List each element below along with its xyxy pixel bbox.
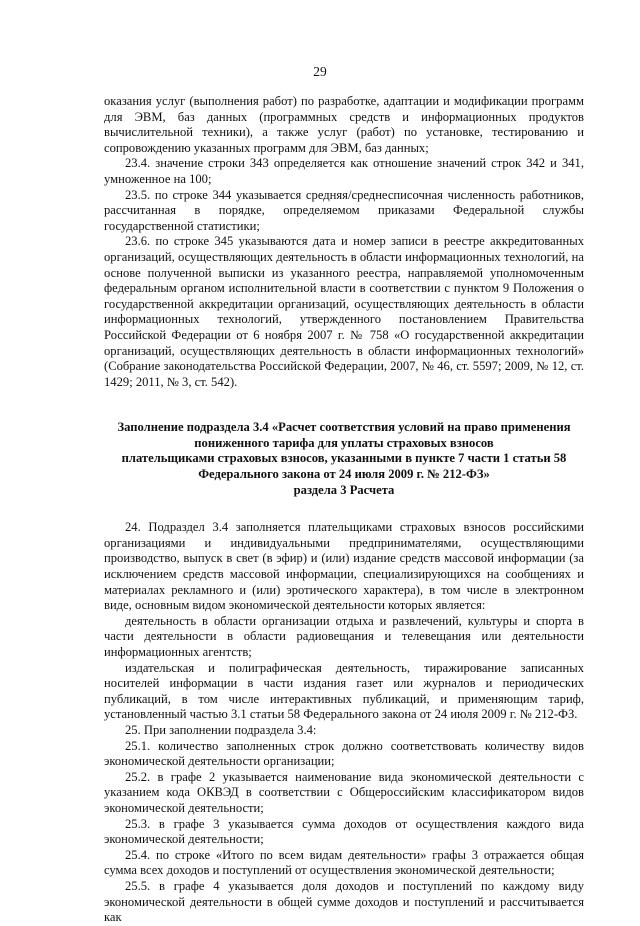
document-body [104,94,584,926]
page-number: 29 [313,64,327,79]
paragraph-25-2: 25.2. в графе 2 указывается наименование вида экономической деятельности с указанием кода ОКВЭД в соответствии с Общероссийским классификатором видов экономической деятельности; [104,769,584,815]
paragraph-continuation: оказания услуг (выполнения работ) по разработке, адаптации и модификации программ для ЭВМ, баз данных (программных средств и информационных продуктов вычислительной техники), а также услуг (работ) по установке, тестированию и сопровождению указанных программ для ЭВМ, баз данных; [104,94,584,155]
paragraph-23-6: 23.6. по строке 345 указываются дата и номер записи в реестре аккредитованных организаций, осуществляющих деятельность в области информационных технологий, на основе полученной выписки из указанного реестра, направляемой уполномоченным федеральным органом исполнительной власти в соответствии с пунктом 9 Положения о государственной аккредитации организаций, осуществляющих деятельность в области информационных технологий, утвержденного постановлением Правительства Российской Федерации от 6 ноября 2007 г. № 758 «О государственной аккредитации организаций, осуществляющих деятельность в области информационных технологий» (Собрание законодательства Российской Федерации, 2007, № 46, ст. 5597; 2009, № 12, ст. 1429; 2011, № 3, ст. 542). [104,234,584,389]
paragraph-23-5: 23.5. по строке 344 указывается средняя/среднесписочная численность работников, рассчитанная в порядке, определяемом приказами Федеральной службы государственной статистики; [104,187,584,233]
paragraph-25-3: 25.3. в графе 3 указывается сумма доходов от осуществления каждого вида экономической деятельности; [104,816,584,847]
heading-line: плательщиками страховых взносов, указанными в пункте 7 части 1 статьи 58 [121,451,567,466]
paragraph-24-item-1: деятельность в области организации отдыха и развлечений, культуры и спорта в части деятельности в области радиовещания и телевещания или деятельности информационных агентств; [104,613,584,659]
paragraph-24: 24. Подраздел 3.4 заполняется плательщиками страховых взносов российскими организациями и индивидуальными предпринимателями, осуществляющими производство, выпуск в свет (в эфир) и (или) издание средств массовой информации (за исключением средств массовой информации, специализирующихся на сообщениях и материалах рекламного и (или) эротического характера), в том числе в электронном виде, основным видом экономической деятельности которых является: [104,520,584,613]
section-heading [104,420,584,498]
paragraph-25-1: 25.1. количество заполненных строк должно соответствовать количеству видов экономической деятельности организации; [104,738,584,769]
paragraph-23-4: 23.4. значение строки 343 определяется как отношение значений строк 342 и 341, умноженное на 100; [104,156,584,186]
heading-line: раздела 3 Расчета [293,482,395,497]
paragraph-24-item-2: издательская и полиграфическая деятельность, тиражирование записанных носителей информации в части издания газет или журналов и периодических публикаций, в том числе интерактивных публикаций, и применяющим тариф, установленный частью 3.1 статьи 58 Федерального закона от 24 июля 2009 г. № 212-ФЗ. [104,660,584,722]
paragraph-25: 25. При заполнении подраздела 3.4: [125,722,317,737]
paragraph-25-5: 25.5. в графе 4 указывается доля доходов и поступлений по каждому виду экономической деятельности в общей сумме доходов и поступлений и рассчитывается как [104,878,584,925]
paragraph-25-4: 25.4. по строке «Итого по всем видам деятельности» графы 3 отражается общая сумма всех доходов и поступлений от осуществления экономической деятельности; [104,847,584,878]
heading-line: Заполнение подраздела 3.4 «Расчет соответствия условий на право применения [117,420,571,435]
heading-line: пониженного тарифа для уплаты страховых взносов [194,435,494,450]
heading-line: Федерального закона от 24 июля 2009 г. № 212-ФЗ» [198,467,490,482]
